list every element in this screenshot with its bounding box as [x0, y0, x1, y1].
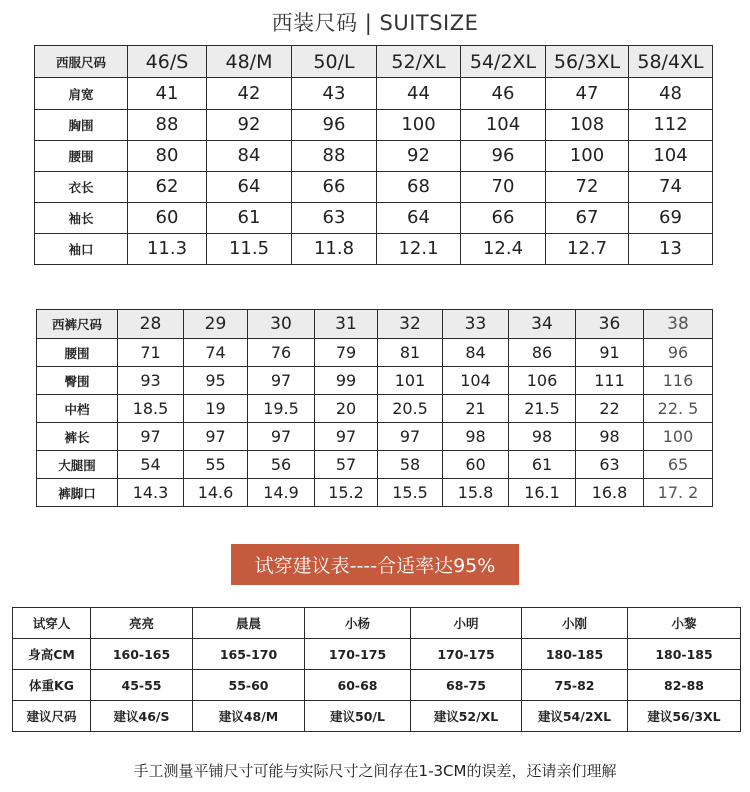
table-cell: 97 [118, 423, 184, 451]
table-cell: 101 [378, 367, 443, 395]
header-cell: 38 [644, 310, 713, 339]
table-cell: 11.8 [292, 233, 377, 264]
table-cell: 96 [292, 109, 377, 140]
table-cell: 47 [546, 78, 629, 109]
table-cell: 165-170 [193, 639, 305, 670]
table-cell: 98 [509, 423, 576, 451]
row-label: 建议尺码 [13, 701, 91, 732]
measurement-disclaimer: 手工测量平铺尺寸可能与实际尺寸之间存在1-3CM的误差，还请亲们理解 [133, 762, 617, 780]
table-cell: 112 [629, 109, 713, 140]
row-label: 裤脚口 [37, 479, 118, 507]
table-cell: 111 [576, 367, 644, 395]
table-cell: 91 [576, 339, 644, 367]
table-cell: 65 [644, 451, 713, 479]
header-cell: 50/L [292, 46, 377, 78]
table-row [37, 395, 713, 423]
table-row [35, 171, 713, 202]
table-cell: 64 [207, 171, 292, 202]
fit-recommendation-banner: 试穿建议表----合适率达95% [231, 544, 519, 585]
table-cell: 55-60 [193, 670, 305, 701]
table-cell: 58 [378, 451, 443, 479]
table-cell: 116 [644, 367, 713, 395]
row-label: 臀围 [37, 367, 118, 395]
table-cell: 100 [546, 140, 629, 171]
table-cell: 170-175 [411, 639, 522, 670]
header-cell: 58/4XL [629, 46, 713, 78]
table-row [35, 233, 713, 264]
table-cell: 100 [377, 109, 461, 140]
table-cell: 12.4 [461, 233, 546, 264]
table-cell: 180-185 [628, 639, 741, 670]
table-cell: 15.8 [443, 479, 509, 507]
table-cell: 97 [184, 423, 248, 451]
table-cell: 96 [644, 339, 713, 367]
table-cell: 41 [128, 78, 207, 109]
table-cell: 22 [576, 395, 644, 423]
table-cell: 75-82 [522, 670, 628, 701]
row-label: 身高CM [13, 639, 91, 670]
table-cell: 70 [461, 171, 546, 202]
table-cell: 63 [576, 451, 644, 479]
table-cell: 79 [315, 339, 378, 367]
table-cell: 82-88 [628, 670, 741, 701]
table-cell: 74 [629, 171, 713, 202]
row-label: 袖长 [35, 202, 128, 233]
table-cell: 92 [377, 140, 461, 171]
table-cell: 57 [315, 451, 378, 479]
table-cell: 20 [315, 395, 378, 423]
table-cell: 67 [546, 202, 629, 233]
row-label: 袖口 [35, 233, 128, 264]
table-cell: 64 [377, 202, 461, 233]
table-cell: 14.9 [248, 479, 315, 507]
row-label: 腰围 [35, 140, 128, 171]
table-cell: 20.5 [378, 395, 443, 423]
table-cell: 95 [184, 367, 248, 395]
row-label: 腰围 [37, 339, 118, 367]
table-cell: 100 [644, 423, 713, 451]
table-cell: 12.7 [546, 233, 629, 264]
table-cell: 15.5 [378, 479, 443, 507]
table-cell: 17. 2 [644, 479, 713, 507]
table-cell: 99 [315, 367, 378, 395]
header-cell: 36 [576, 310, 644, 339]
table-cell: 68-75 [411, 670, 522, 701]
header-cell: 48/M [207, 46, 292, 78]
table-row [13, 701, 741, 732]
table-cell: 小明 [411, 608, 522, 639]
row-label: 衣长 [35, 171, 128, 202]
table-cell: 66 [292, 171, 377, 202]
table-row [13, 639, 741, 670]
table-cell: 15.2 [315, 479, 378, 507]
table-cell: 61 [509, 451, 576, 479]
table-cell: 84 [207, 140, 292, 171]
table-cell: 建议48/M [193, 701, 305, 732]
table-row [35, 140, 713, 171]
table-row [37, 339, 713, 367]
table-cell: 106 [509, 367, 576, 395]
table-cell: 104 [461, 109, 546, 140]
table-cell: 小黎 [628, 608, 741, 639]
table-cell: 88 [128, 109, 207, 140]
table-cell: 54 [118, 451, 184, 479]
table-cell: 46 [461, 78, 546, 109]
table-row [37, 423, 713, 451]
table-cell: 建议46/S [91, 701, 193, 732]
table-cell: 18.5 [118, 395, 184, 423]
table-cell: 建议56/3XL [628, 701, 741, 732]
header-cell: 34 [509, 310, 576, 339]
table-cell: 97 [315, 423, 378, 451]
header-cell: 32 [378, 310, 443, 339]
table-cell: 61 [207, 202, 292, 233]
table-cell: 16.8 [576, 479, 644, 507]
table-cell: 44 [377, 78, 461, 109]
table-cell: 93 [118, 367, 184, 395]
table-cell: 69 [629, 202, 713, 233]
table-cell: 86 [509, 339, 576, 367]
table-cell: 60-68 [305, 670, 411, 701]
table-row [37, 367, 713, 395]
table-cell: 48 [629, 78, 713, 109]
table-cell: 63 [292, 202, 377, 233]
table-row [37, 479, 713, 507]
table-cell: 104 [629, 140, 713, 171]
table-cell: 11.3 [128, 233, 207, 264]
header-cell: 33 [443, 310, 509, 339]
table-cell: 晨晨 [193, 608, 305, 639]
row-label: 肩宽 [35, 78, 128, 109]
row-label: 胸围 [35, 109, 128, 140]
table-row [35, 109, 713, 140]
header-cell: 52/XL [377, 46, 461, 78]
table-cell: 80 [128, 140, 207, 171]
table-row [35, 78, 713, 109]
table-cell: 97 [378, 423, 443, 451]
table-cell: 71 [118, 339, 184, 367]
table-cell: 72 [546, 171, 629, 202]
table-cell: 小刚 [522, 608, 628, 639]
table-cell: 104 [443, 367, 509, 395]
table-cell: 60 [443, 451, 509, 479]
table-cell: 建议52/XL [411, 701, 522, 732]
table-cell: 97 [248, 423, 315, 451]
table-cell: 14.3 [118, 479, 184, 507]
table-cell: 建议50/L [305, 701, 411, 732]
table-cell: 42 [207, 78, 292, 109]
table-cell: 180-185 [522, 639, 628, 670]
table-cell: 11.5 [207, 233, 292, 264]
table-cell: 56 [248, 451, 315, 479]
table-cell: 170-175 [305, 639, 411, 670]
table-cell: 76 [248, 339, 315, 367]
table-cell: 60 [128, 202, 207, 233]
table-cell: 88 [292, 140, 377, 171]
table-cell: 74 [184, 339, 248, 367]
table-cell: 21.5 [509, 395, 576, 423]
table-cell: 97 [248, 367, 315, 395]
table-cell: 66 [461, 202, 546, 233]
header-cell: 西裤尺码 [37, 310, 118, 339]
table-cell: 12.1 [377, 233, 461, 264]
table-cell: 13 [629, 233, 713, 264]
table-cell: 62 [128, 171, 207, 202]
table-cell: 43 [292, 78, 377, 109]
table-cell: 84 [443, 339, 509, 367]
table-cell: 160-165 [91, 639, 193, 670]
pants-size-table [36, 309, 713, 507]
table-cell: 92 [207, 109, 292, 140]
table-cell: 45-55 [91, 670, 193, 701]
table-row [13, 608, 741, 639]
table-cell: 19 [184, 395, 248, 423]
header-cell: 29 [184, 310, 248, 339]
row-label: 中档 [37, 395, 118, 423]
suit-size-table [34, 45, 713, 265]
header-cell: 30 [248, 310, 315, 339]
table-cell: 19.5 [248, 395, 315, 423]
table-cell: 98 [443, 423, 509, 451]
table-cell: 亮亮 [91, 608, 193, 639]
header-cell: 28 [118, 310, 184, 339]
table-cell: 108 [546, 109, 629, 140]
header-cell: 46/S [128, 46, 207, 78]
table-row [37, 451, 713, 479]
table-cell: 55 [184, 451, 248, 479]
header-cell: 西服尺码 [35, 46, 128, 78]
table-cell: 21 [443, 395, 509, 423]
table-cell: 14.6 [184, 479, 248, 507]
table-cell: 68 [377, 171, 461, 202]
table-cell: 小杨 [305, 608, 411, 639]
header-cell: 54/2XL [461, 46, 546, 78]
row-label: 体重KG [13, 670, 91, 701]
table-header-row [37, 310, 713, 339]
header-cell: 31 [315, 310, 378, 339]
row-label: 裤长 [37, 423, 118, 451]
table-row [13, 670, 741, 701]
row-label: 大腿围 [37, 451, 118, 479]
table-cell: 96 [461, 140, 546, 171]
table-cell: 16.1 [509, 479, 576, 507]
table-cell: 建议54/2XL [522, 701, 628, 732]
table-cell: 81 [378, 339, 443, 367]
page-title: 西装尺码 | SUITSIZE [271, 11, 479, 35]
table-header-row [35, 46, 713, 78]
header-cell: 56/3XL [546, 46, 629, 78]
table-cell: 98 [576, 423, 644, 451]
table-row [35, 202, 713, 233]
fitting-trial-table [12, 607, 741, 732]
table-cell: 22. 5 [644, 395, 713, 423]
row-label: 试穿人 [13, 608, 91, 639]
